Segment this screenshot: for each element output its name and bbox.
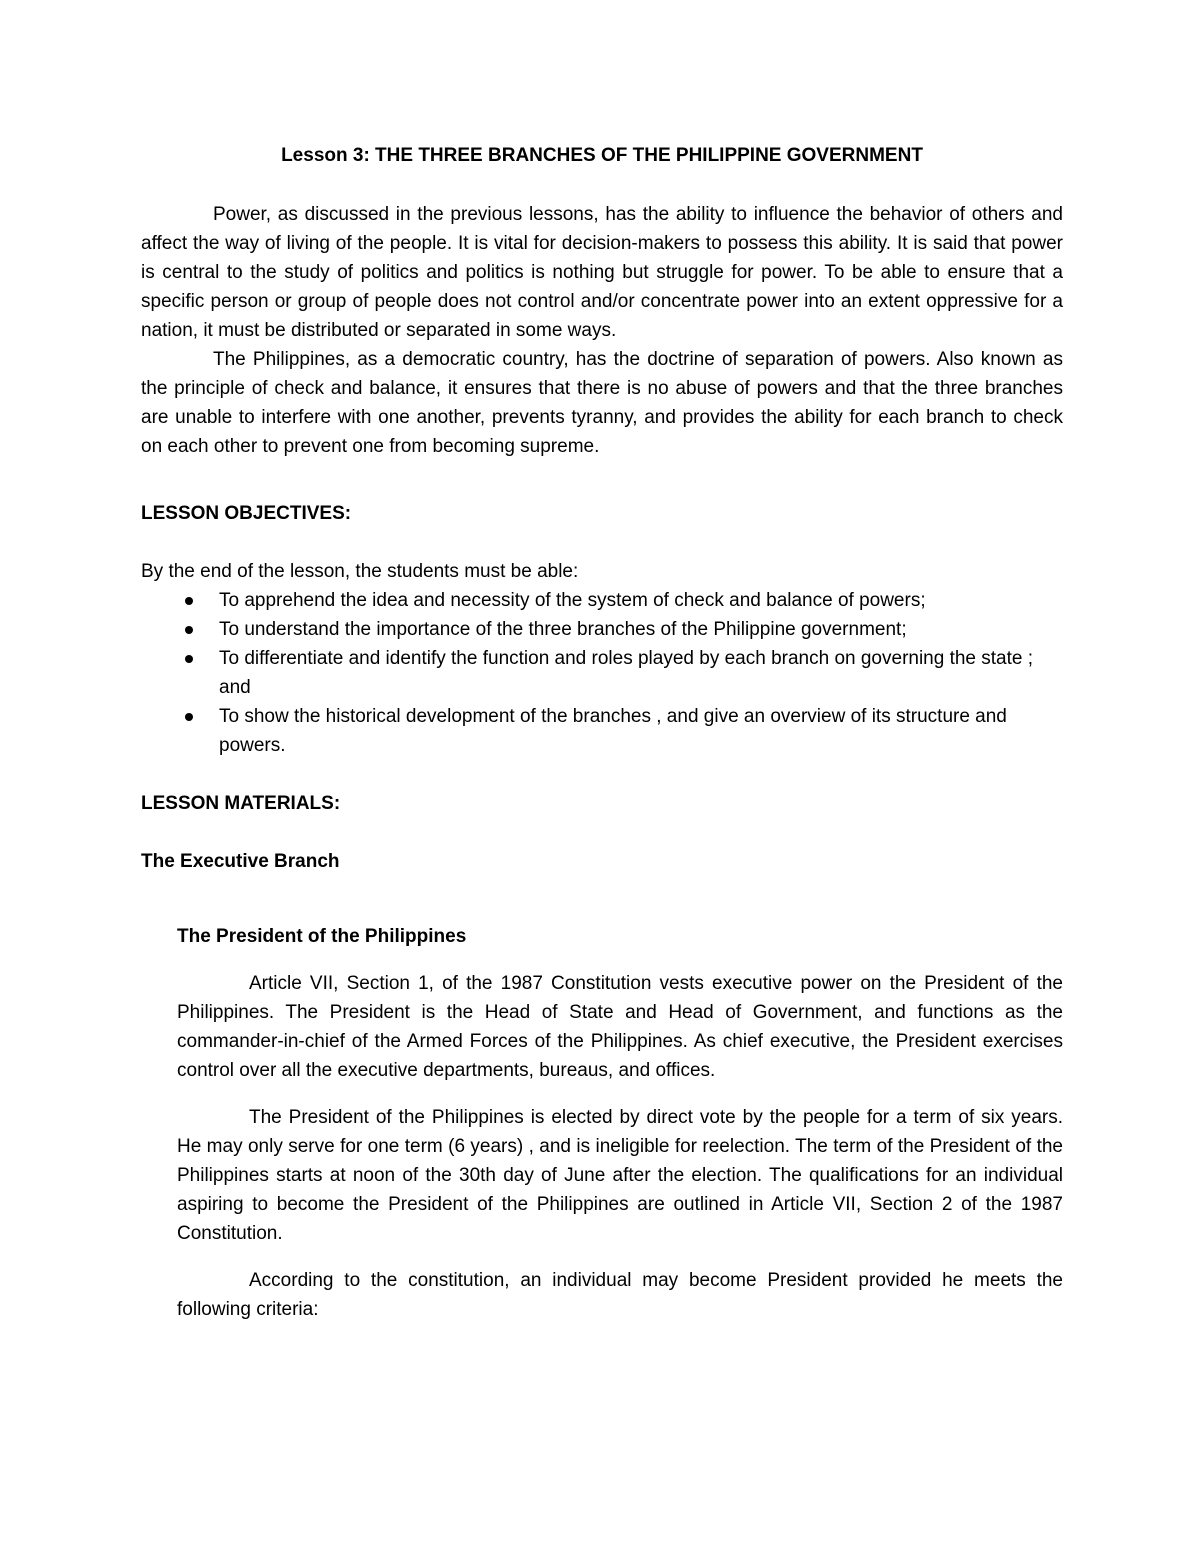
bullet-icon [185,655,193,663]
lesson-title: Lesson 3: THE THREE BRANCHES OF THE PHILIPPINE GOVERNMENT [281,145,923,166]
president-section [177,922,1063,1324]
objective-item [141,644,1063,702]
objective-text: To understand the importance of the three branches of the Philippine government; [219,619,907,640]
bullet-icon [185,713,193,721]
objective-item [141,615,1063,644]
materials-heading: LESSON MATERIALS: [141,793,341,814]
president-paragraph-1: Article VII, Section 1, of the 1987 Constitution vests executive power on the President of the Philippines. The President is the Head of State and Head of Government, and functions as the commander-in-chief of the Armed Forces of the Philippines. As chief executive, the President exercises control over all the executive departments, bureaus, and offices. [177,973,1063,1081]
president-paragraph-3: According to the constitution, an individual may become President provided he meets the following criteria: [177,1270,1063,1320]
intro-paragraph-2: The Philippines, as a democratic country, has the doctrine of separation of powers. Also known as the principle of check and balance, it ensures that there is no abuse of powers and that the three branches are unable to interfere with one another, prevents tyranny, and provides the ability for each branch to check on each other to prevent one from becoming supreme. [141,349,1063,457]
bullet-icon [185,597,193,605]
objective-item [141,702,1063,760]
objectives-intro: By the end of the lesson, the students must be able: [141,561,579,582]
president-heading: The President of the Philippines [177,926,467,947]
executive-branch-heading: The Executive Branch [141,851,340,872]
bullet-icon [185,626,193,634]
objective-text: To apprehend the idea and necessity of the system of check and balance of powers; [219,590,926,611]
objective-text: To differentiate and identify the function and roles played by each branch on governing the state ; and [219,648,1034,698]
objective-text: To show the historical development of the branches , and give an overview of its structure and powers. [219,706,1007,756]
document-content [141,141,1063,1324]
objectives-heading: LESSON OBJECTIVES: [141,503,352,524]
objectives-list [141,586,1063,760]
intro-paragraph-1: Power, as discussed in the previous lessons, has the ability to influence the behavior of others and affect the way of living of the people. It is vital for decision-makers to possess this ability. It is said that power is central to the study of politics and politics is nothing but struggle for power. To be able to ensure that a specific person or group of people does not control and/or concentrate power into an extent oppressive for a nation, it must be distributed or separated in some ways. [141,204,1063,341]
objective-item [141,586,1063,615]
president-paragraph-2: The President of the Philippines is elected by direct vote by the people for a term of six years. He may only serve for one term (6 years) , and is ineligible for reelection. The term of the President of the Philippines starts at noon of the 30th day of June after the election. The qualifications for an individual aspiring to become the President of the Philippines are outlined in Article VII, Section 2 of the 1987 Constitution. [177,1107,1063,1244]
